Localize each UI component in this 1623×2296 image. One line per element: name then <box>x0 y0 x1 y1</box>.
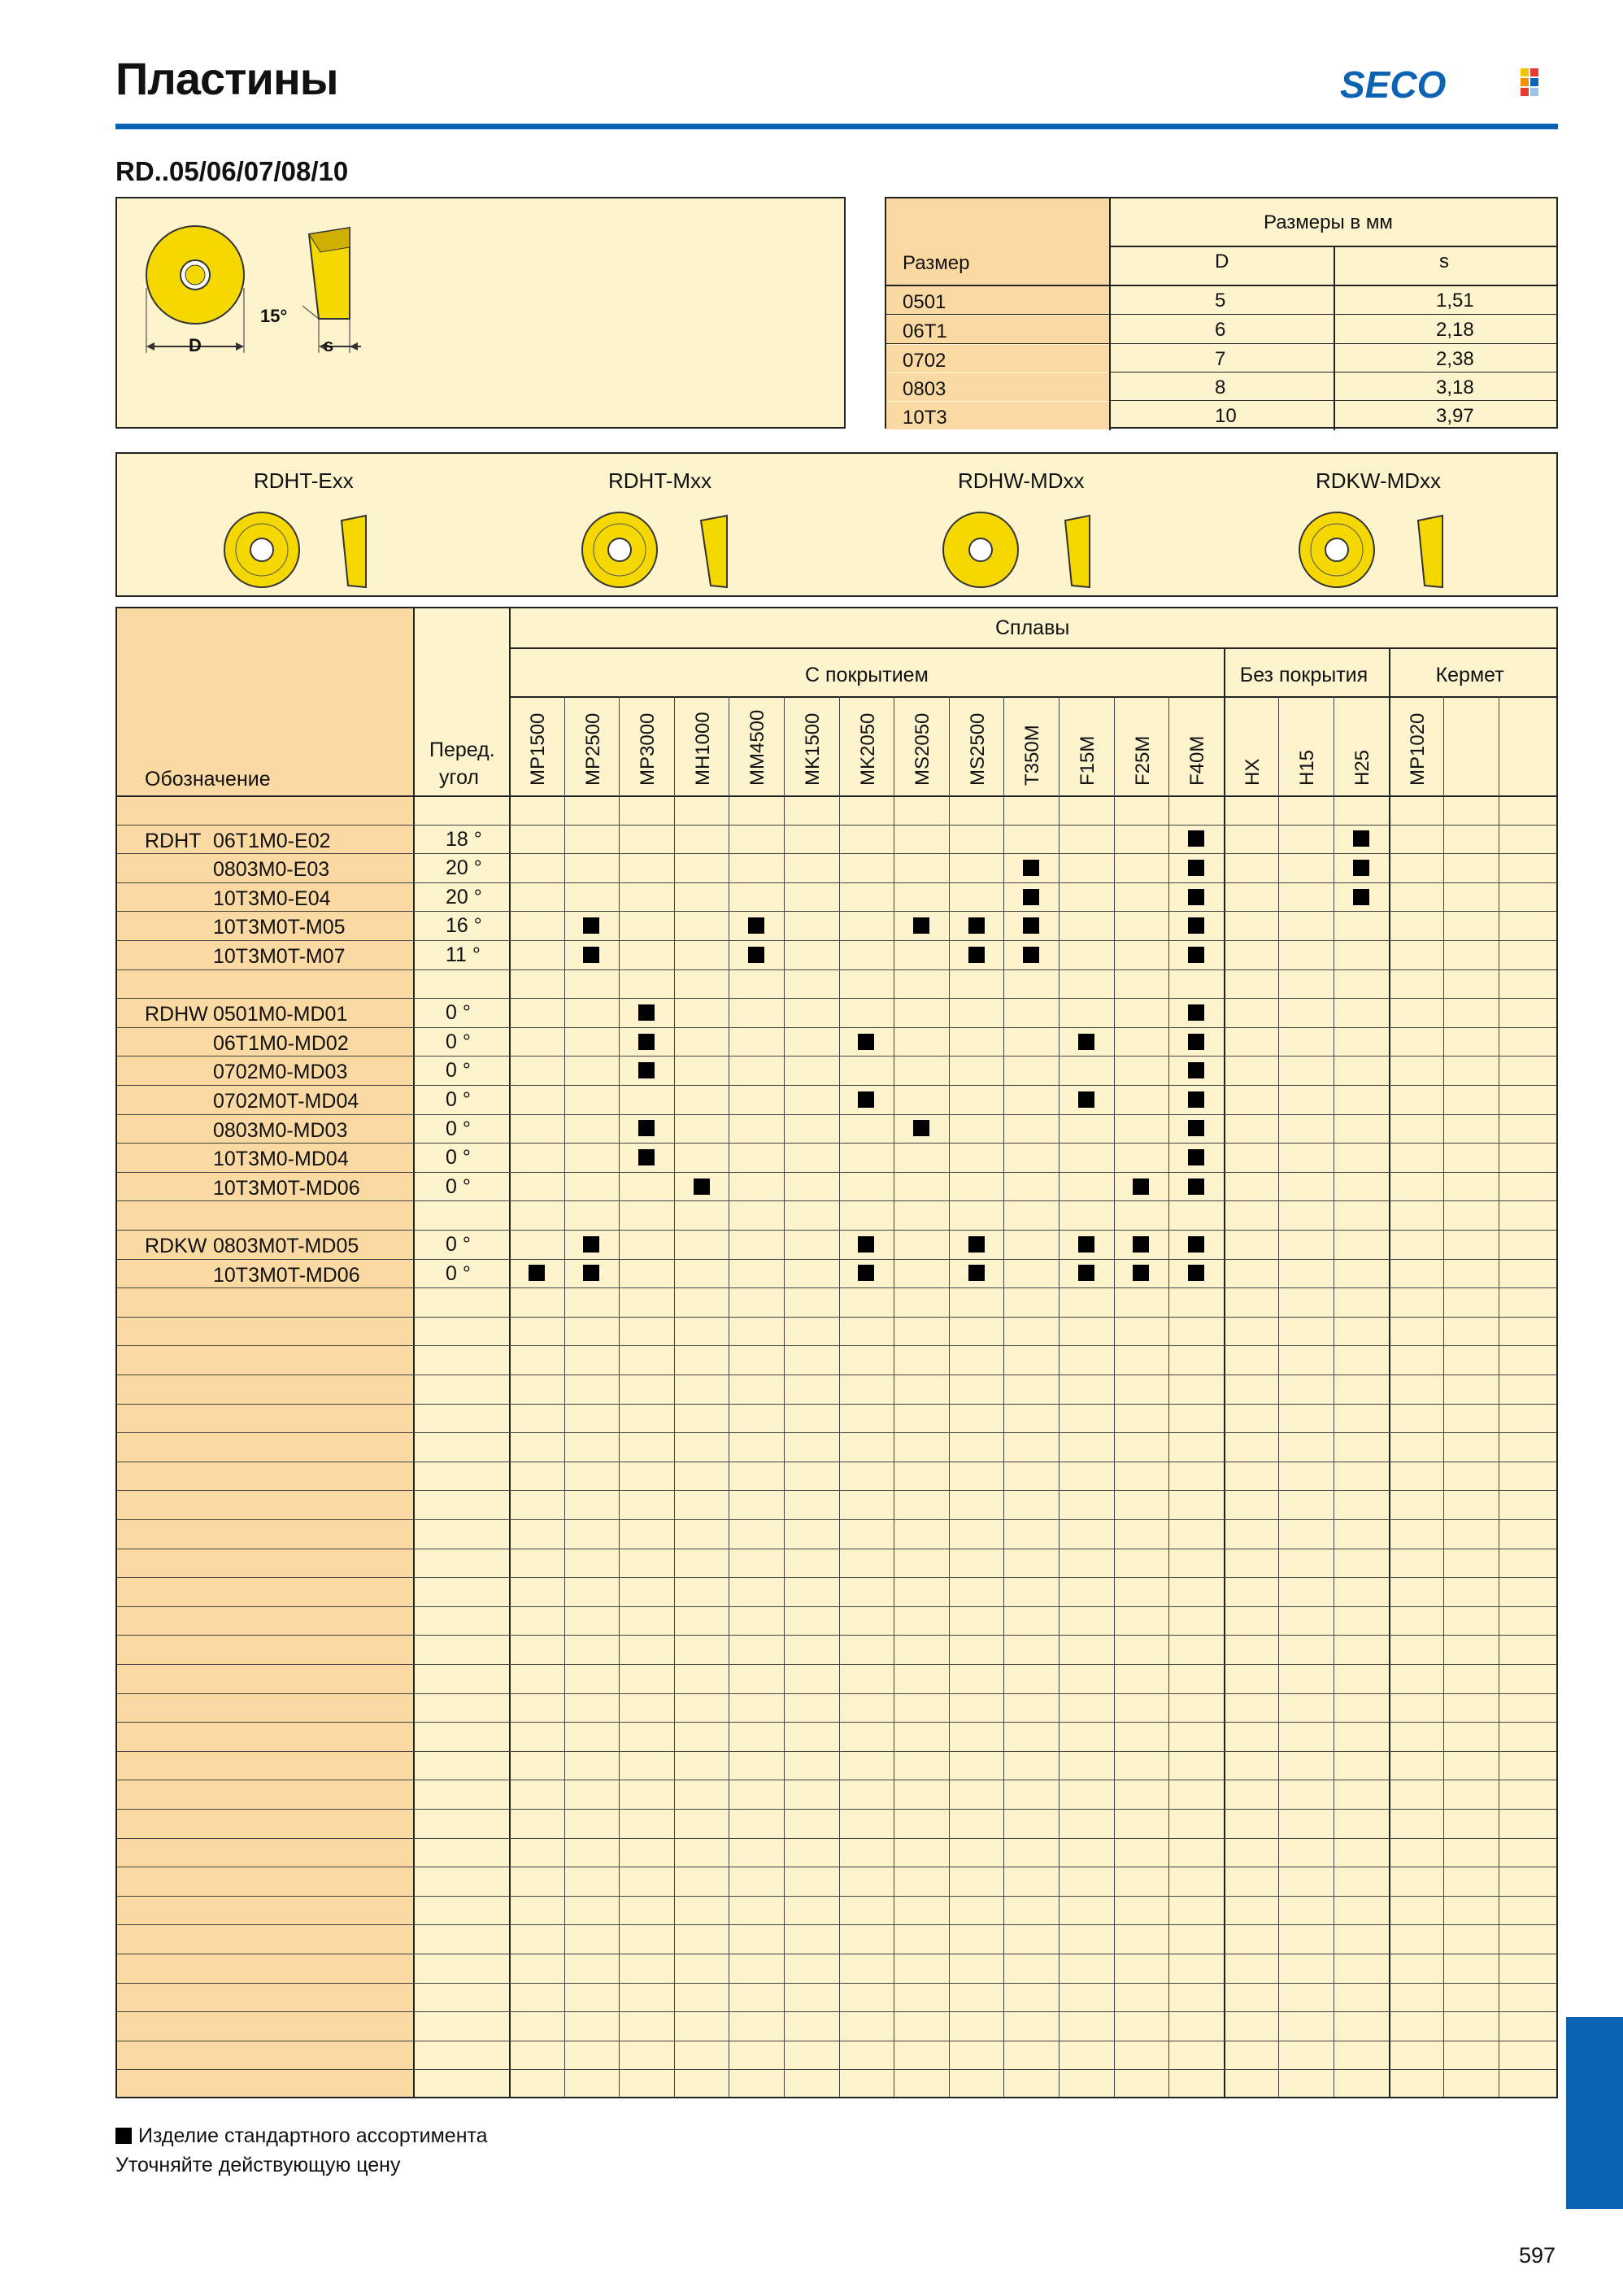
standard-marker-icon <box>1133 1265 1149 1281</box>
standard-marker-icon <box>1188 889 1204 905</box>
dims-size-cell: 0702 <box>903 350 946 372</box>
row-angle: 20 ° <box>446 856 482 880</box>
standard-marker-icon <box>1353 889 1369 905</box>
grade-header: T350M <box>1021 725 1044 786</box>
grade-header: MM4500 <box>746 709 769 786</box>
page-title: Пластины <box>115 53 338 104</box>
dims-s-cell: 3,97 <box>1436 405 1474 427</box>
variant-label-1: RDHT-Exx <box>254 468 354 493</box>
row-designation: 0501M0-MD01 <box>213 1003 348 1026</box>
dims-row <box>886 345 1556 373</box>
dims-d-cell: 8 <box>1215 377 1226 399</box>
grade-header: MS2500 <box>966 712 989 786</box>
grade-header: MH1000 <box>691 712 714 786</box>
row-angle: 0 ° <box>446 1146 471 1170</box>
legend-price: Уточняйте действующую цену <box>115 2154 401 2176</box>
standard-marker-icon <box>583 917 599 934</box>
dims-s-cell: 3,18 <box>1436 377 1474 399</box>
standard-marker-icon <box>1023 860 1039 876</box>
row-angle: 11 ° <box>446 943 481 966</box>
standard-marker-icon <box>1078 1236 1094 1253</box>
row-designation: 10T3M0T-M05 <box>213 916 346 939</box>
seco-logo <box>1340 65 1551 104</box>
alloys-grid <box>115 607 1558 2098</box>
standard-marker-icon <box>968 917 985 934</box>
standard-marker-icon <box>1188 1004 1204 1021</box>
standard-marker-icon <box>858 1034 874 1050</box>
standard-marker-icon <box>913 1120 929 1136</box>
grade-header: MP1500 <box>527 712 549 786</box>
dims-row <box>886 402 1556 429</box>
section-subtitle: RD..05/06/07/08/10 <box>115 156 349 186</box>
row-designation: 0803M0-MD03 <box>213 1118 348 1142</box>
label-d: D <box>189 335 202 355</box>
grade-header: F25M <box>1131 735 1154 786</box>
row-angle: 20 ° <box>446 885 482 908</box>
grade-header: MP2500 <box>581 712 604 786</box>
grade-header: MP1020 <box>1406 712 1429 786</box>
angle-header-line2: угол <box>439 766 480 789</box>
standard-marker-icon <box>638 1149 655 1165</box>
dims-s-cell: 1,51 <box>1436 290 1474 312</box>
dims-d-cell: 7 <box>1215 348 1226 370</box>
standard-marker-icon <box>1188 917 1204 934</box>
grade-header: MP3000 <box>637 712 659 786</box>
row-designation: 0702M0T-MD04 <box>213 1090 359 1113</box>
row-group-label: RDHW <box>145 1003 208 1026</box>
standard-marker-icon <box>1133 1236 1149 1253</box>
grade-header: F40M <box>1186 735 1209 786</box>
variant-label-2: RDHT-Mxx <box>608 468 712 493</box>
grade-header: MK1500 <box>802 712 824 786</box>
standard-marker-icon <box>638 1120 655 1136</box>
standard-marker-icon <box>1188 947 1204 963</box>
grade-header: MK2050 <box>856 712 879 786</box>
standard-marker-icon <box>583 1265 599 1281</box>
standard-marker-icon <box>858 1236 874 1253</box>
dims-size-cell: 06T1 <box>903 320 947 342</box>
row-designation: 10T3M0-E04 <box>213 887 331 910</box>
dims-group-header: Размеры в мм <box>1264 211 1393 233</box>
dims-s-cell: 2,38 <box>1436 348 1474 370</box>
standard-marker-icon <box>694 1178 710 1195</box>
row-angle: 0 ° <box>446 1233 471 1256</box>
grade-header: H25 <box>1351 749 1373 786</box>
standard-marker-icon <box>1188 1062 1204 1078</box>
standard-marker-icon <box>583 947 599 963</box>
dims-size-cell: 0501 <box>903 291 946 313</box>
row-designation: 06T1M0-MD02 <box>213 1031 349 1055</box>
standard-marker-icon <box>968 947 985 963</box>
dims-size-cell: 0803 <box>903 378 946 400</box>
variant-label-4: RDKW-MDxx <box>1316 468 1442 493</box>
standard-marker-icon <box>1078 1091 1094 1108</box>
insert-drawing <box>117 198 847 430</box>
legend-standard-text: Изделие стандартного ассортимента <box>138 2124 488 2147</box>
grade-header: HX <box>1241 758 1264 786</box>
row-group-label: RDKW <box>145 1235 207 1257</box>
standard-marker-icon <box>1188 1120 1204 1136</box>
dims-d-cell: 5 <box>1215 290 1226 312</box>
standard-marker-icon <box>638 1062 655 1078</box>
standard-marker-icon <box>1133 1178 1149 1195</box>
standard-marker-icon <box>913 917 929 934</box>
row-designation: 0702M0-MD03 <box>213 1061 348 1084</box>
uncoated-header: Без покрытия <box>1239 664 1368 686</box>
cermet-header: Кермет <box>1435 664 1504 686</box>
side-tab <box>1566 2017 1623 2209</box>
row-angle: 0 ° <box>446 1001 471 1025</box>
dims-row <box>886 286 1556 314</box>
dims-s-cell: 2,18 <box>1436 319 1474 341</box>
standard-marker-icon <box>115 2128 132 2144</box>
standard-marker-icon <box>1188 1034 1204 1050</box>
row-designation: 06T1M0-E02 <box>213 829 331 852</box>
dims-d-cell: 6 <box>1215 319 1226 341</box>
standard-marker-icon <box>858 1091 874 1108</box>
row-designation: 10T3M0-MD04 <box>213 1148 349 1171</box>
variant-rdkw-md-drawing <box>1299 512 1442 587</box>
row-angle: 0 ° <box>446 1030 471 1053</box>
standard-marker-icon <box>638 1034 655 1050</box>
variant-rdht-e-drawing <box>224 512 366 587</box>
coated-header: С покрытием <box>805 664 929 686</box>
dims-size-cell: 10T3 <box>903 407 947 429</box>
variant-rdht-m-drawing <box>582 512 727 587</box>
row-angle: 16 ° <box>446 914 482 938</box>
row-angle: 0 ° <box>446 1117 471 1140</box>
standard-marker-icon <box>638 1004 655 1021</box>
standard-marker-icon <box>858 1265 874 1281</box>
standard-marker-icon <box>1188 860 1204 876</box>
standard-marker-icon <box>1353 860 1369 876</box>
designation-header: Обозначение <box>145 768 271 791</box>
row-designation: 10T3M0T-MD06 <box>213 1263 360 1287</box>
dims-size-header: Размер <box>903 252 970 274</box>
standard-marker-icon <box>1188 1149 1204 1165</box>
standard-marker-icon <box>1188 1091 1204 1108</box>
dimensions-table <box>885 197 1558 429</box>
standard-marker-icon <box>1078 1034 1094 1050</box>
standard-marker-icon <box>748 917 764 934</box>
row-angle: 0 ° <box>446 1174 471 1198</box>
grade-header: F15M <box>1077 735 1099 786</box>
row-designation: 0803M0T-MD05 <box>213 1235 359 1257</box>
variant-drawings <box>117 454 1560 599</box>
row-angle: 0 ° <box>446 1088 471 1111</box>
dims-row <box>886 316 1556 343</box>
row-angle: 0 ° <box>446 1059 471 1083</box>
variant-label-3: RDHW-MDxx <box>958 468 1085 493</box>
standard-marker-icon <box>1188 830 1204 847</box>
standard-marker-icon <box>968 1265 985 1281</box>
dims-d-cell: 10 <box>1215 405 1237 427</box>
header-rule <box>115 124 1558 129</box>
dims-s-header: s <box>1439 251 1449 272</box>
label-angle: 15° <box>260 306 288 326</box>
variants-strip <box>115 452 1558 597</box>
standard-marker-icon <box>748 947 764 963</box>
standard-marker-icon <box>529 1265 545 1281</box>
standard-marker-icon <box>1078 1265 1094 1281</box>
row-designation: 0803M0-E03 <box>213 858 330 882</box>
standard-marker-icon <box>1188 1178 1204 1195</box>
standard-marker-icon <box>1353 830 1369 847</box>
row-angle: 0 ° <box>446 1261 471 1285</box>
dims-row <box>886 373 1556 401</box>
row-designation: 10T3M0T-MD06 <box>213 1176 360 1200</box>
alloys-header: Сплавы <box>995 616 1070 639</box>
label-s: s <box>324 335 334 355</box>
standard-marker-icon <box>1188 1236 1204 1253</box>
row-angle: 18 ° <box>446 827 482 851</box>
variant-rdhw-md-drawing <box>943 512 1090 587</box>
angle-header-line1: Перед. <box>429 738 495 761</box>
insert-diagram <box>115 197 846 429</box>
standard-marker-icon <box>968 1236 985 1253</box>
standard-marker-icon <box>583 1236 599 1253</box>
dims-d-header: D <box>1215 251 1229 272</box>
standard-marker-icon <box>1023 889 1039 905</box>
grade-header: MS2050 <box>912 712 934 786</box>
standard-marker-icon <box>1023 947 1039 963</box>
row-group-label: RDHT <box>145 829 202 852</box>
standard-marker-icon <box>1188 1265 1204 1281</box>
brand-text: SECO <box>1340 65 1447 104</box>
legend-standard <box>115 2124 488 2148</box>
page-number: 597 <box>1519 2243 1556 2268</box>
standard-marker-icon <box>1023 917 1039 934</box>
row-designation: 10T3M0T-M07 <box>213 945 346 968</box>
grade-header: H15 <box>1296 749 1319 786</box>
